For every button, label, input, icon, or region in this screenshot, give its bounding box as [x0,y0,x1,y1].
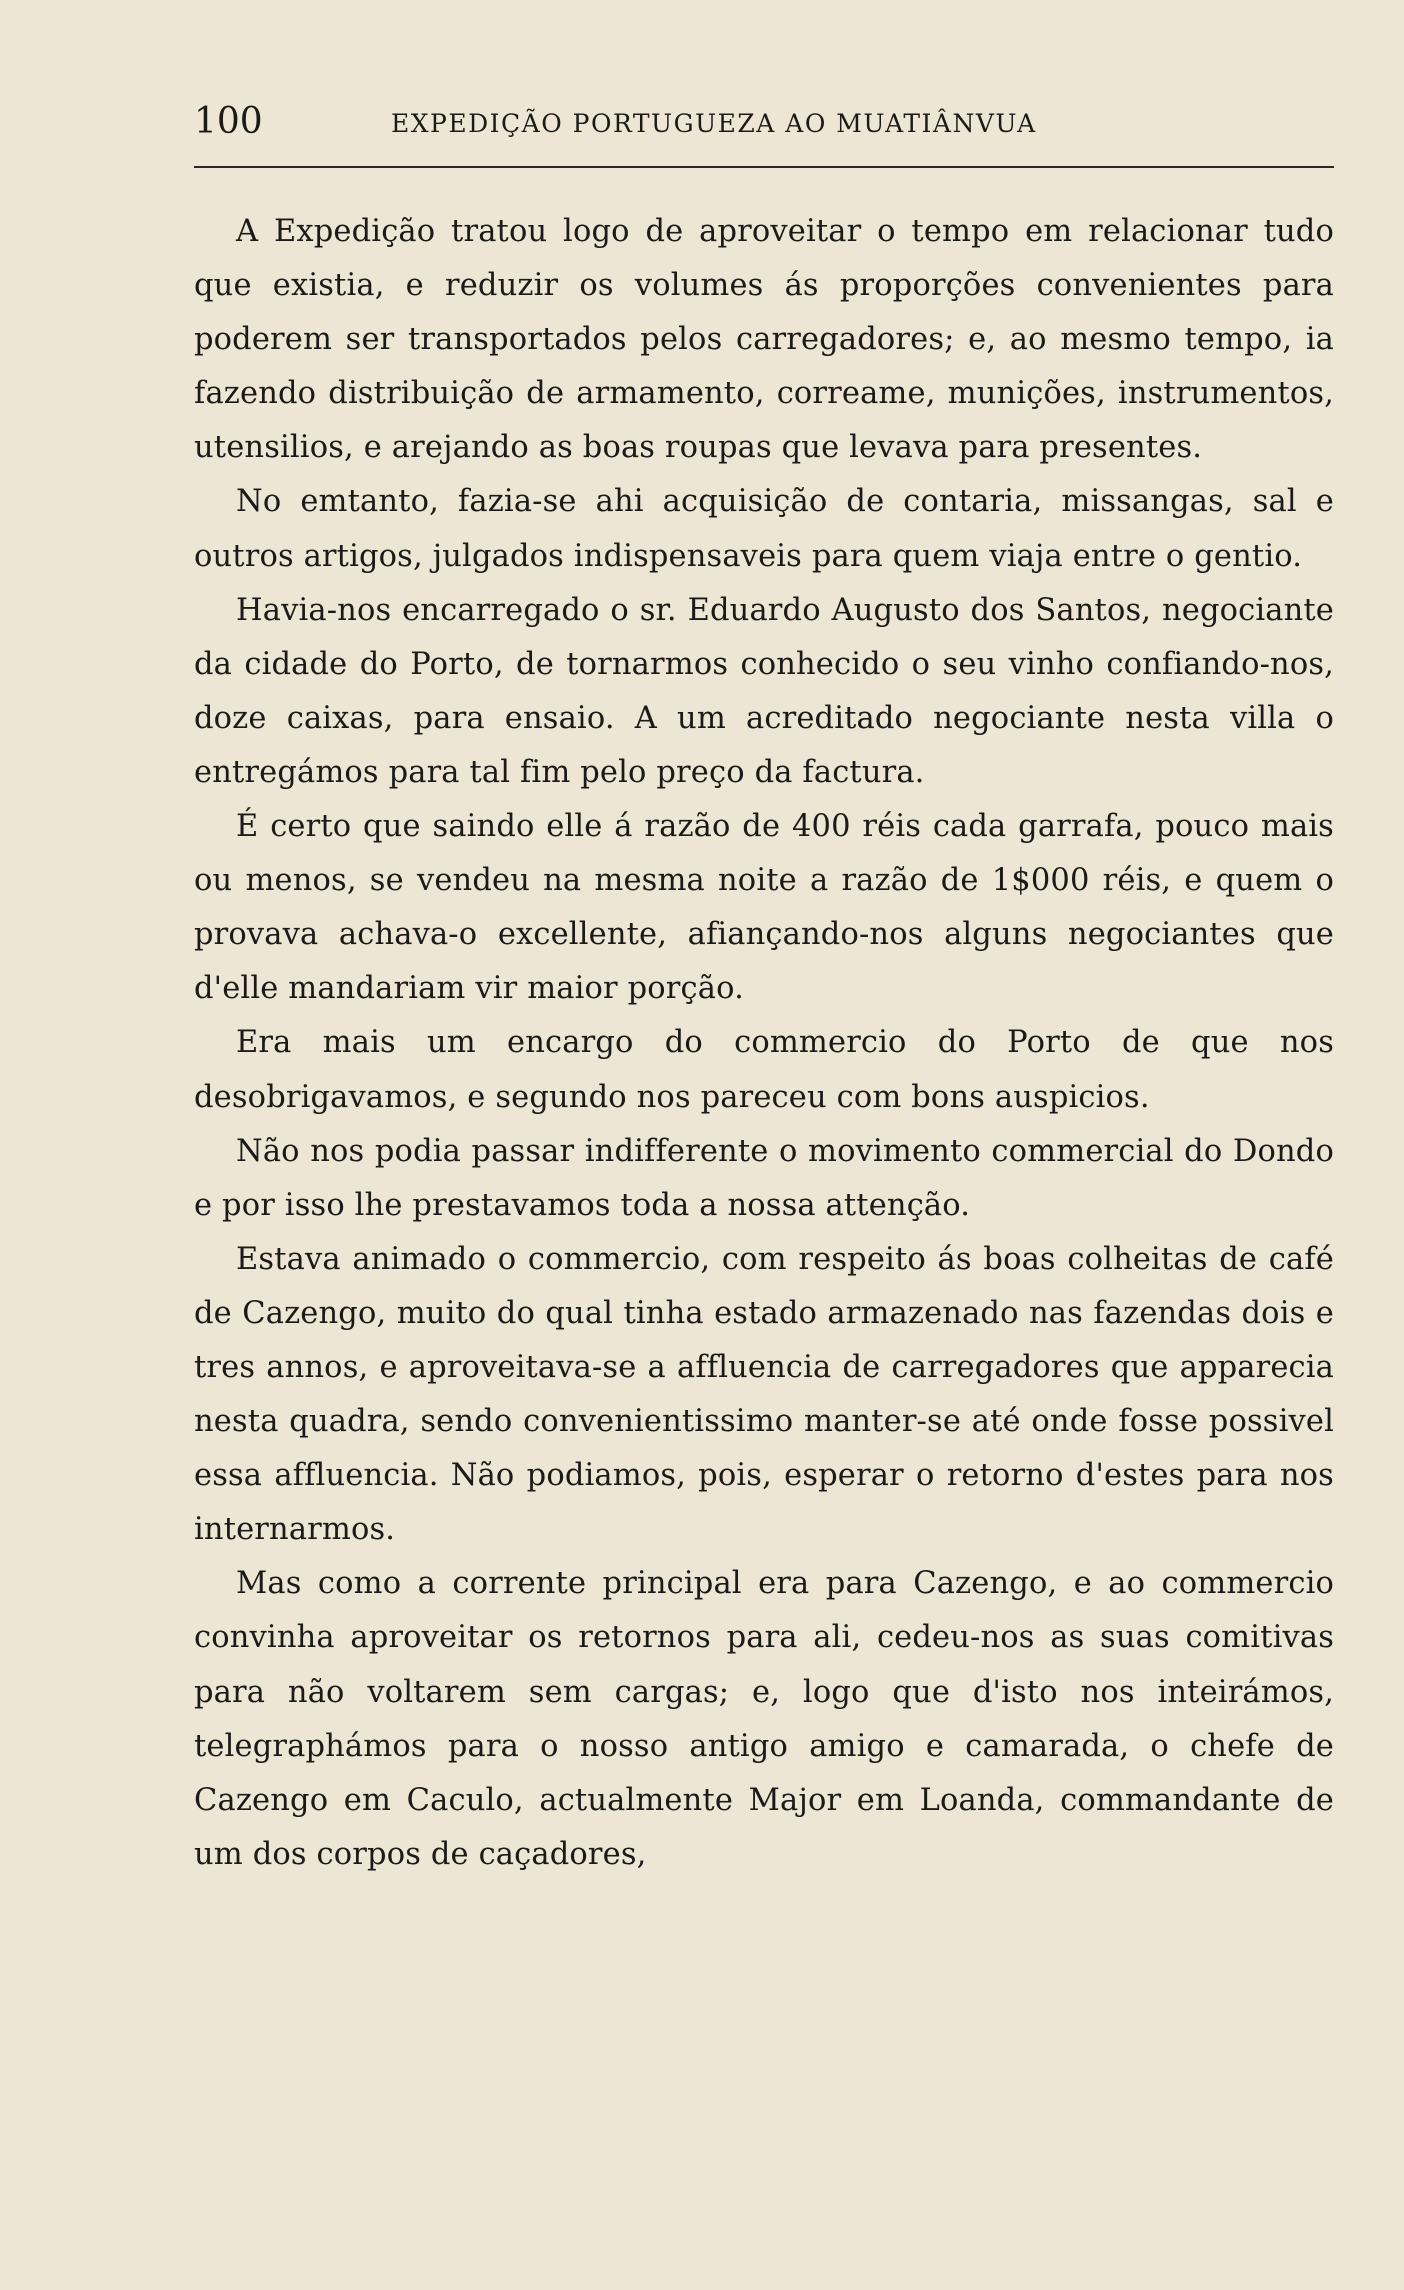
page-header [194,98,1334,148]
header-rule [194,166,1334,168]
page-number: 100 [194,101,263,142]
running-title: EXPEDIÇÃO PORTUGUEZA AO MUATIÂNVUA [391,109,1037,138]
paragraph: Era mais um encargo do commercio do Porto de que nos desobrigavamos, e segundo nos pareceu com bons auspicios. [194,1025,1334,1115]
paragraph: Estava animado o commercio, com respeito ás boas colheitas de café de Cazengo, muito do qual tinha estado armazenado nas fazendas dois e tres annos, e aproveitava-se a affluencia de carregadores que apparecia nesta quadra, sendo convenientissimo manter-se até onde fosse possivel essa affluencia. Não podiamos, pois, esperar o retorno d'estes para nos internarmos. [194,1241,1334,1548]
paragraph: No emtanto, fazia-se ahi acquisição de contaria, missangas, sal e outros artigos, julgados indispensaveis para quem viaja entre o gentio. [194,484,1334,574]
paragraph: É certo que saindo elle á razão de 400 réis cada garrafa, pouco mais ou menos, se vendeu na mesma noite a razão de 1$000 réis, e quem o provava achava-o excellente, afiançando-nos alguns negociantes que d'elle mandariam vir maior porção. [194,809,1334,1007]
body-text [194,205,1334,1882]
paragraph: Não nos podia passar indifferente o movimento commercial do Dondo e por isso lhe prestavamos toda a nossa attenção. [194,1133,1334,1223]
paragraph: Havia-nos encarregado o sr. Eduardo Augusto dos Santos, negociante da cidade do Porto, de tornarmos conhecido o seu vinho confiando-nos, doze caixas, para ensaio. A um acreditado negociante nesta villa o entregámos para tal fim pelo preço da factura. [194,592,1334,790]
paragraph: A Expedição tratou logo de aproveitar o tempo em relacionar tudo que existia, e reduzir os volumes ás proporções convenientes para poderem ser transportados pelos carregadores; e, ao mesmo tempo, ia fazendo distribuição de armamento, correame, munições, instrumentos, utensilios, e arejando as boas roupas que levava para presentes. [194,214,1334,466]
paragraph: Mas como a corrente principal era para Cazengo, e ao commercio convinha aproveitar os retornos para ali, cedeu-nos as suas comitivas para não voltarem sem cargas; e, logo que d'isto nos inteirámos, telegraphámos para o nosso antigo amigo e camarada, o chefe de Cazengo em Caculo, actualmente Major em Loanda, commandante de um dos corpos de caçadores, [194,1566,1334,1872]
